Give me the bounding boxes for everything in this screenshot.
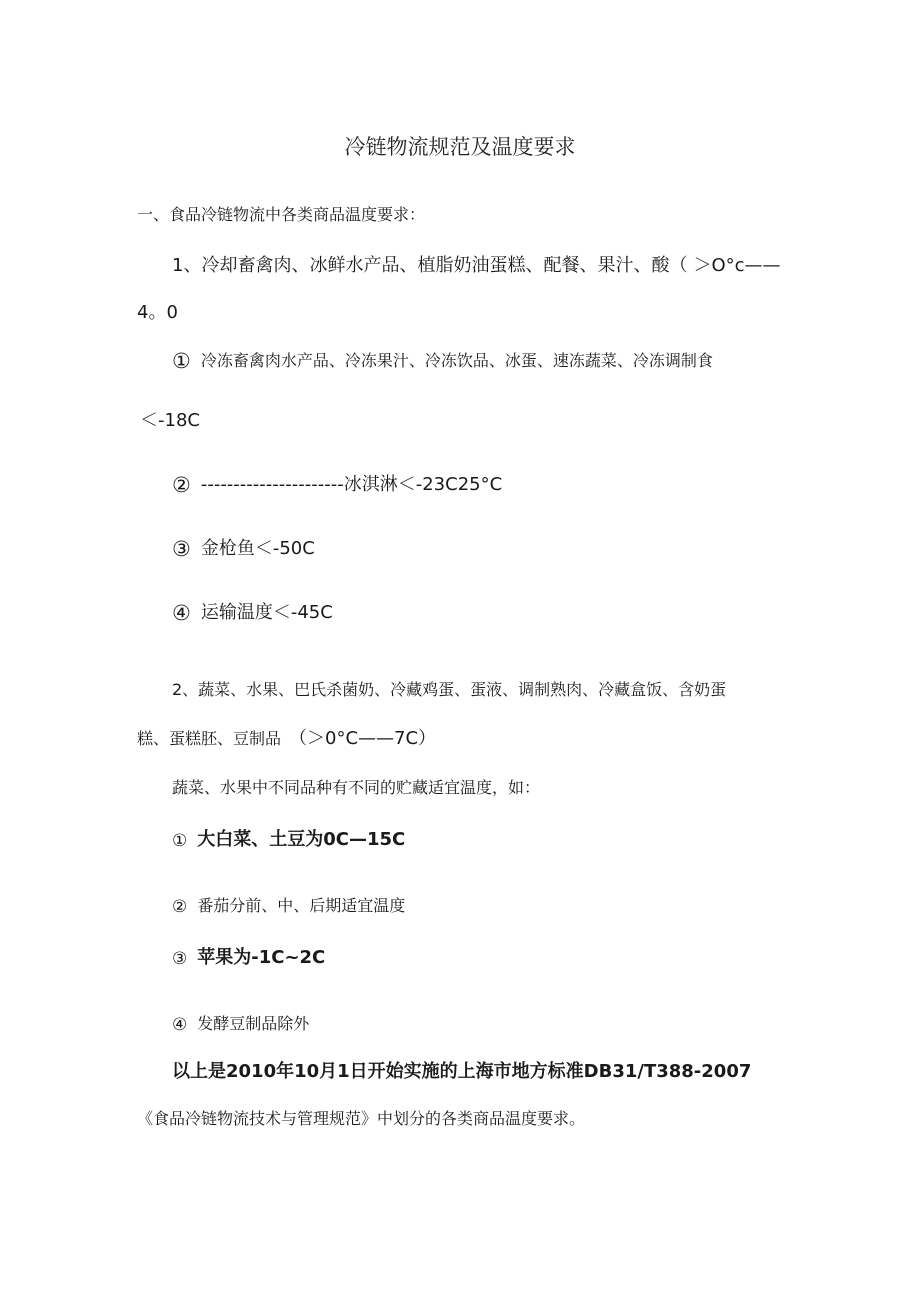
circled-number-4: ④ <box>172 1015 188 1035</box>
item-2-line-1: 2、蔬菜、水果、巴氏杀菌奶、冷藏鸡蛋、蛋液、调制熟肉、冷藏盒饭、含奶蛋 <box>172 680 727 699</box>
item-2-sub-4-text: 发酵豆制品除外 <box>197 1014 310 1033</box>
circled-number-1: ① <box>172 831 188 851</box>
item-2-sub-3 <box>172 947 325 970</box>
item-2-intro: 蔬菜、水果中不同品种有不同的贮藏适宜温度，如： <box>172 778 541 797</box>
item-2-sub-2-text: 番茄分前、中、后期适宜温度 <box>197 896 406 915</box>
item-2-line-2 <box>137 728 436 750</box>
item-1-sub-2-text: ----------------------冰淇淋＜-23C25°C <box>200 474 503 495</box>
item-1-sub-2 <box>172 474 502 496</box>
document-title: 冷链物流规范及温度要求 <box>344 135 576 159</box>
item-2-temperature: （＞0°C——7C） <box>289 728 437 749</box>
item-1-sub-4-text: 运输温度＜-45C <box>200 602 333 623</box>
circled-number-1: ① <box>172 349 191 373</box>
item-2-sub-3-text: 苹果为-1C~2C <box>197 947 326 968</box>
item-1-sub-1 <box>172 350 713 372</box>
item-1-sub-4 <box>172 602 333 624</box>
section-1-heading: 一、食品冷链物流中各类商品温度要求： <box>137 205 426 224</box>
item-1-text: 1、冷却畜禽肉、冰鲜水产品、植脂奶油蛋糕、配餐、果汁、酸（ <box>172 255 688 276</box>
item-1-sub-1-continuation: ＜-18C <box>140 410 200 431</box>
item-2-text: 糕、蛋糕胚、豆制品 <box>137 729 282 748</box>
circled-number-3: ③ <box>172 949 188 969</box>
item-1-sub-1-text: 冷冻畜禽肉水产品、冷冻果汁、冷冻饮品、冰蛋、速冻蔬菜、冷冻调制食 <box>200 351 713 370</box>
item-1-line-2: 4。0 <box>137 302 178 323</box>
item-1-sub-3 <box>172 538 315 560</box>
item-2-sub-4 <box>172 1013 309 1036</box>
item-2-sub-2 <box>172 895 405 918</box>
item-2-sub-1 <box>172 829 405 852</box>
closing-line-1: 以上是2010年10月1日开始实施的上海市地方标准DB31/T388-2007 <box>172 1061 752 1082</box>
item-1-sub-3-text: 金枪鱼＜-50C <box>200 538 315 559</box>
circled-number-2: ② <box>172 473 191 497</box>
item-2-sub-1-text: 大白菜、土豆为0C—15C <box>197 829 406 850</box>
circled-number-4: ④ <box>172 601 191 625</box>
item-1-line-1 <box>172 255 781 277</box>
closing-line-2: 《食品冷链物流技术与管理规范》中划分的各类商品温度要求。 <box>137 1109 586 1128</box>
circled-number-2: ② <box>172 897 188 917</box>
item-1-temperature: ＞O°c—— <box>693 255 781 276</box>
circled-number-3: ③ <box>172 537 191 561</box>
